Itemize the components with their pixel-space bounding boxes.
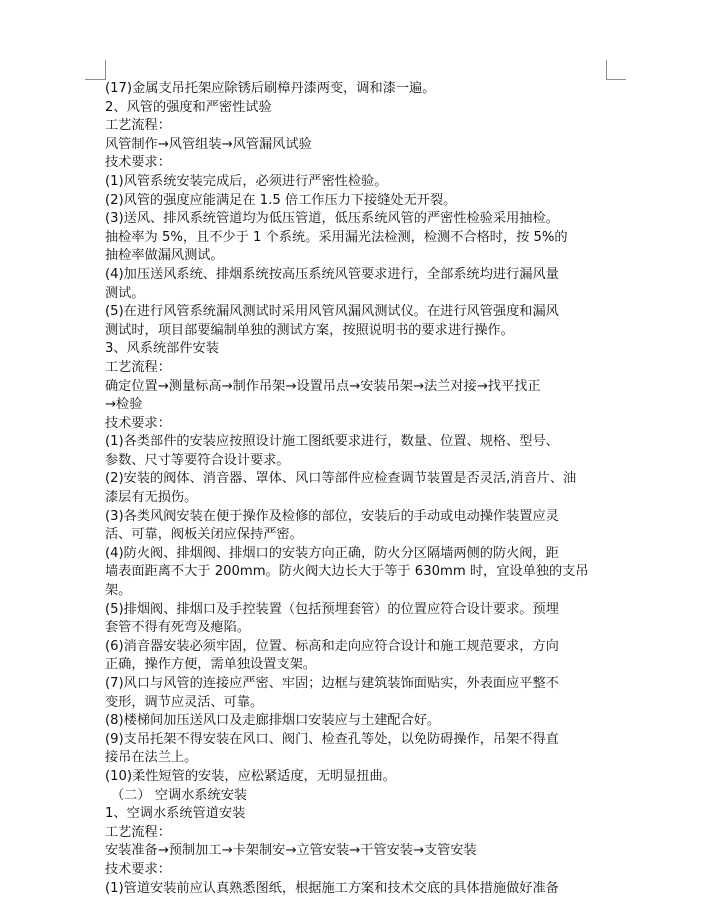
- document-line: (3)各类风阀安装在便于操作及检修的部位，安装后的手动或电动操作装置应灵: [105, 508, 559, 524]
- document-line: 测试。: [105, 285, 145, 301]
- document-line: 风管制作→风管组装→风管漏风试验: [105, 136, 312, 152]
- document-line: 安装准备→预制加工→卡架制安→立管安装→干管安装→支管安装: [105, 843, 477, 859]
- document-line: 工艺流程：: [105, 359, 171, 375]
- document-line: 技术要求：: [105, 155, 171, 171]
- document-line: (1)管道安装前应认真熟悉图纸，根据施工方案和技术交底的具体措施做好准备: [105, 880, 559, 896]
- document-line: 工艺流程：: [105, 824, 171, 840]
- document-line: (1)风管系统安装完成后，必须进行严密性检验。: [105, 173, 388, 189]
- document-line: (4)防火阀、排烟阀、排烟口的安装方向正确，防火分区隔墙两侧的防火阀，距: [105, 545, 559, 561]
- document-line: 抽检率为 5%，且不少于 1 个系统。采用漏光法检测，检测不合格时，按 5%的: [105, 229, 568, 245]
- document-line: （二） 空调水系统安装: [111, 787, 248, 803]
- document-line: (2)风管的强度应能满足在 1.5 倍工作压力下接缝处无开裂。: [105, 192, 457, 208]
- document-line: (10)柔性短管的安装，应松紧适度，无明显扭曲。: [105, 768, 396, 784]
- document-line: 1、空调水系统管道安装: [105, 806, 246, 822]
- document-line: (1)各类部件的安装应按照设计施工图纸要求进行，数量、位置、规格、型号、: [105, 434, 559, 450]
- document-body: [105, 80, 605, 898]
- document-line: 确定位置→测量标高→制作吊架→设置吊点→安装吊架→法兰对接→找平找正: [105, 378, 541, 394]
- document-line: →检验: [105, 397, 143, 413]
- document-line: 抽检率做漏风测试。: [105, 248, 224, 264]
- document-line: (4)加压送风系统、排烟系统按高压系统风管要求进行，全部系统均进行漏风量: [105, 266, 559, 282]
- document-line: (17)金属支吊托架应除锈后刷樟丹漆两变，调和漆一遍。: [105, 81, 436, 96]
- document-line: (5)在进行风管系统漏风测试时采用风管风漏风测试仪。在进行风管强度和漏风: [105, 304, 559, 320]
- document-line: 漆层有无损伤。: [105, 490, 198, 506]
- document-line: (6)消音器安装必须牢固，位置、标高和走向应符合设计和施工规范要求，方向: [105, 638, 559, 654]
- document-line: (2)安装的阀体、消音器、罩体、风口等部件应检查调节装置是否灵活,消音片、油: [105, 471, 577, 487]
- document-line: 工艺流程：: [105, 118, 171, 134]
- document-line: (9)支吊托架不得安装在风口、阀门、检查孔等处，以免防碍操作，吊架不得直: [105, 731, 559, 747]
- document-line: 技术要求：: [105, 415, 171, 431]
- document-line: 测试时，项目部要编制单独的测试方案，按照说明书的要求进行操作。: [105, 322, 514, 338]
- document-line: (7)风口与风管的连接应严密、牢固；边框与建筑装饰面贴实，外表面应平整不: [105, 676, 559, 691]
- document-line: 活、可靠，阀板关闭应保持严密。: [105, 527, 303, 543]
- document-line: 3、风系统部件安装: [105, 341, 219, 357]
- document-line: 套管不得有死弯及瘪陷。: [105, 620, 251, 636]
- document-line: 变形，调节应灵活、可靠。: [105, 694, 264, 710]
- document-line: 技术要求：: [105, 861, 171, 877]
- document-line: (5)排烟阀、排烟口及手控装置（包括预埋套管）的位置应符合设计要求。预埋: [105, 601, 559, 617]
- document-line: 正确，操作方便，需单独设置支架。: [105, 657, 316, 673]
- document-line: 2、风管的强度和严密性试验: [105, 99, 272, 115]
- document-line: 接吊在法兰上。: [105, 750, 198, 766]
- document-line: 架。: [105, 583, 132, 599]
- document-line: (8)楼梯间加压送风口及走廊排烟口安装应与土建配合好。: [105, 713, 441, 729]
- document-line: 参数、尺寸等要符合设计要求。: [105, 452, 290, 468]
- document-line: (3)送风、排风系统管道均为低压管道，低压系统风管的严密性检验采用抽检。: [105, 211, 559, 227]
- document-line: 墙表面距离不大于 200mm。防火阀大边长大于等于 630mm 时，宜设单独的支吊: [105, 564, 589, 580]
